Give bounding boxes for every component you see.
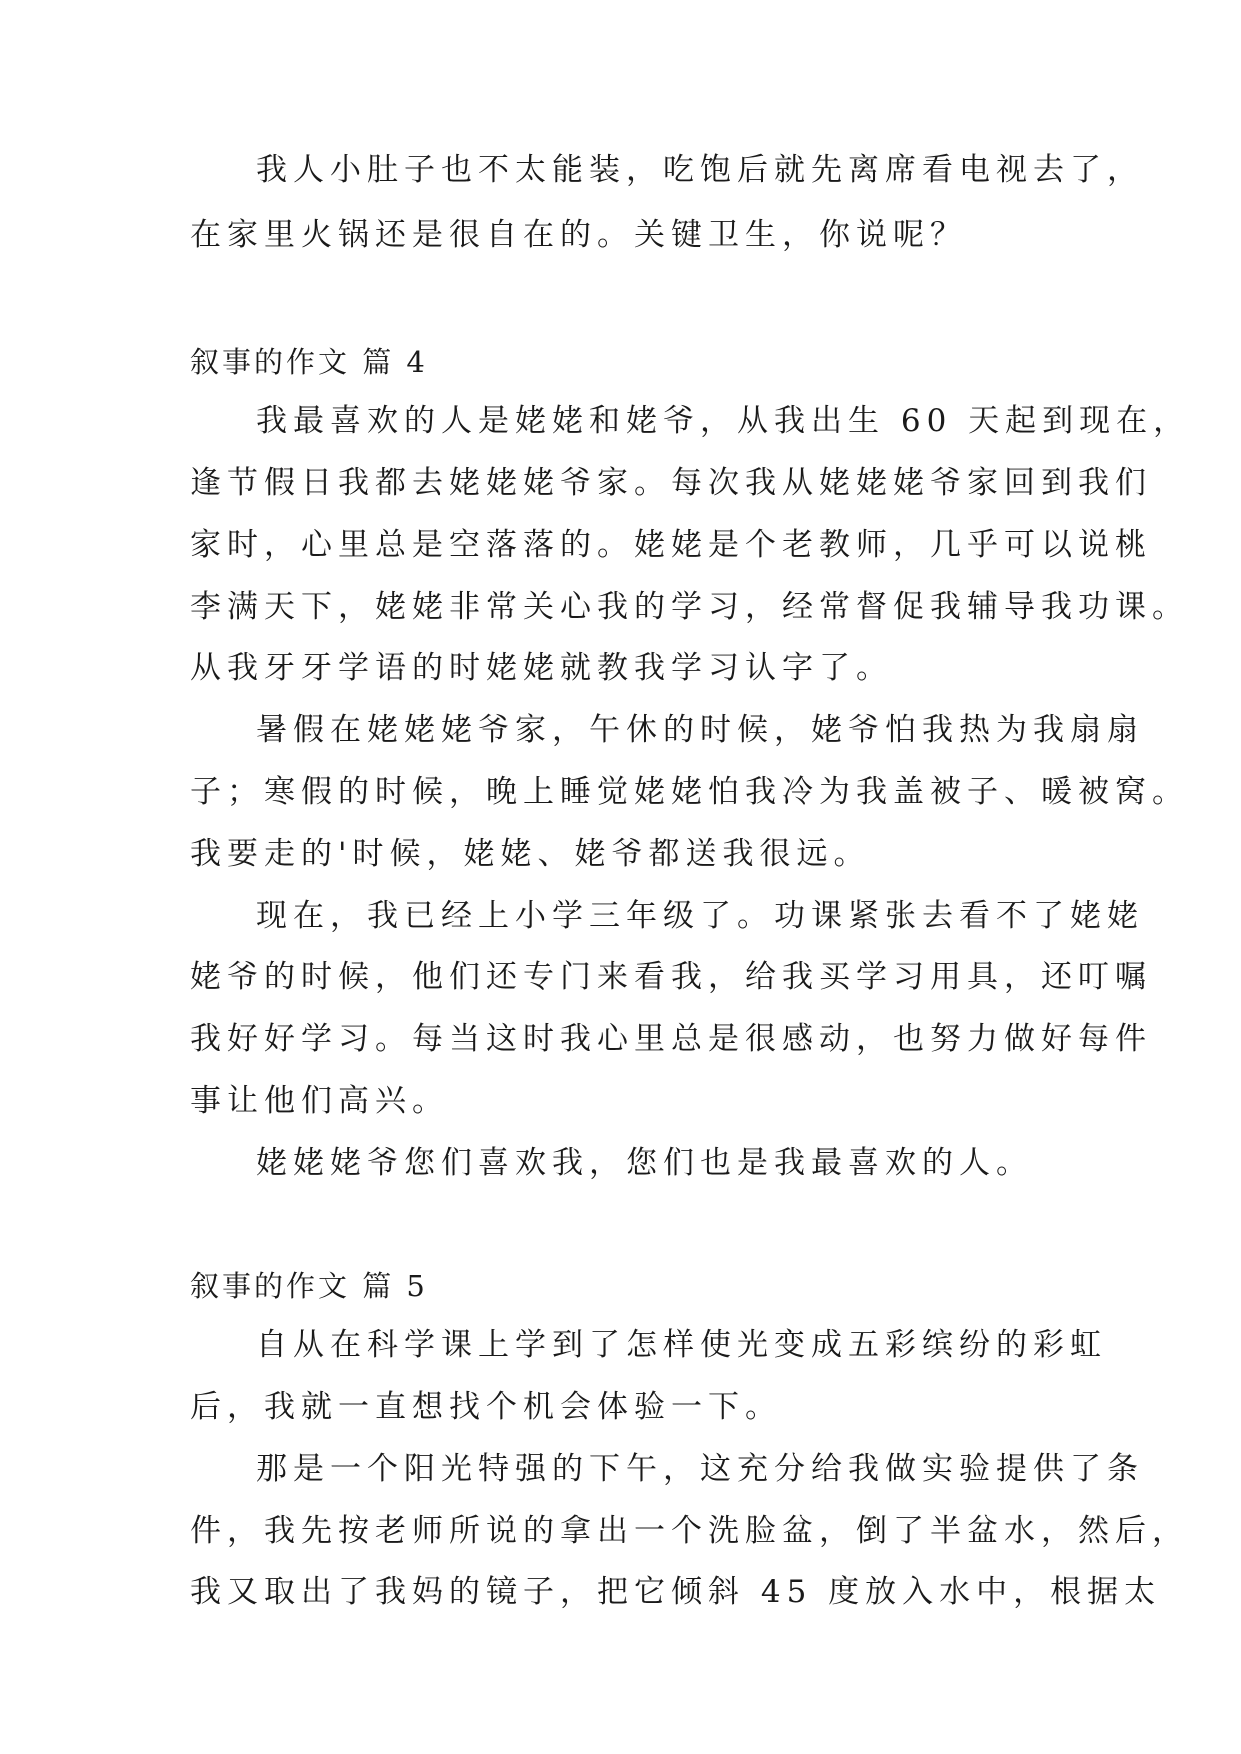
text-line: 我好好学习。每当这时我心里总是很感动，也努力做好每件 bbox=[190, 1021, 1152, 1057]
text-line: 子；寒假的时候，晚上睡觉姥姥怕我冷为我盖被子、暖被窝。 bbox=[190, 774, 1189, 810]
text-line: 家时，心里总是空落落的。姥姥是个老教师，几乎可以说桃 bbox=[190, 527, 1152, 563]
text-line: 我人小肚子也不太能装，吃饱后就先离席看电视去了， bbox=[256, 152, 1144, 188]
text-line: 我又取出了我妈的镜子，把它倾斜 45 度放入水中，根据太 bbox=[190, 1574, 1162, 1610]
text-line: 从我牙牙学语的时姥姥就教我学习认字了。 bbox=[190, 650, 893, 686]
text-line: 那是一个阳光特强的下午，这充分给我做实验提供了条 bbox=[256, 1451, 1144, 1487]
text-line: 姥姥姥爷您们喜欢我，您们也是我最喜欢的人。 bbox=[256, 1145, 1033, 1181]
text-line: 李满天下，姥姥非常关心我的学习，经常督促我辅导我功课。 bbox=[190, 589, 1189, 625]
text-line: 暑假在姥姥姥爷家，午休的时候，姥爷怕我热为我扇扇 bbox=[256, 712, 1144, 748]
text-line: 后，我就一直想找个机会体验一下。 bbox=[190, 1389, 782, 1425]
text-line: 姥爷的时候，他们还专门来看我，给我买学习用具，还叮嘱 bbox=[190, 959, 1152, 995]
text-line: 在家里火锅还是很自在的。关键卫生，你说呢？ bbox=[190, 217, 967, 253]
section-heading: 叙事的作文 篇 4 bbox=[190, 345, 428, 379]
text-line: 我要走的'时候，姥姥、姥爷都送我很远。 bbox=[190, 836, 871, 872]
text-line: 我最喜欢的人是姥姥和姥爷，从我出生 60 天起到现在， bbox=[256, 403, 1191, 439]
text-line: 件，我先按老师所说的拿出一个洗脸盆，倒了半盆水，然后， bbox=[190, 1513, 1189, 1549]
text-line: 逢节假日我都去姥姥姥爷家。每次我从姥姥姥爷家回到我们 bbox=[190, 465, 1152, 501]
text-line: 自从在科学课上学到了怎样使光变成五彩缤纷的彩虹 bbox=[256, 1327, 1107, 1363]
section-heading: 叙事的作文 篇 5 bbox=[190, 1269, 428, 1303]
text-line: 现在，我已经上小学三年级了。功课紧张去看不了姥姥 bbox=[256, 898, 1144, 934]
text-line: 事让他们高兴。 bbox=[190, 1083, 449, 1119]
